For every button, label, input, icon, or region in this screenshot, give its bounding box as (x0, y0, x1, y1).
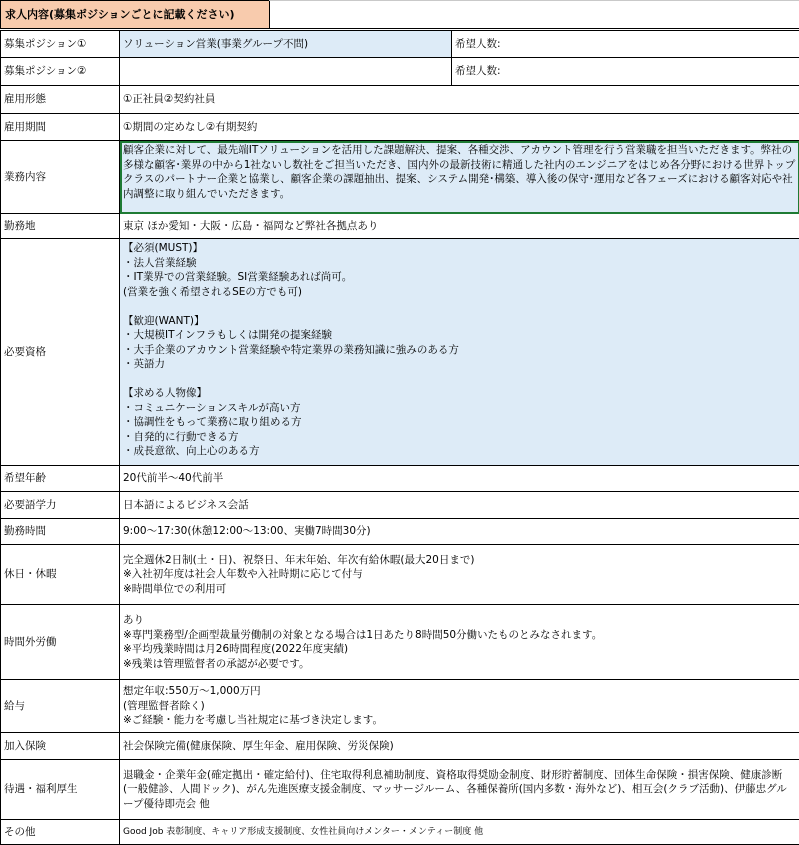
table-row (1, 114, 799, 141)
salary-value[interactable]: 想定年収:550万〜1,000万円 (管理監督者除く) ※ご経験・能力を考慮し当社規定に基づき決定します。 (120, 680, 799, 733)
pos1-value-cell[interactable]: ソリューション営業(事業グループ不問) (120, 31, 452, 58)
other-value[interactable]: Good Job 表彰制度、キャリア形成支援制度、女性社員向けメンター・メンティー制度 他 (120, 820, 799, 845)
language-value[interactable]: 日本語によるビジネス会話 (120, 492, 799, 519)
table-row (1, 733, 799, 760)
table-row (1, 214, 799, 239)
table-row (1, 141, 799, 214)
benefits-label: 待遇・福利厚生 (1, 760, 120, 820)
sheet-title: 求人内容(募集ポジションごとに記載ください) (0, 0, 270, 29)
table-row (1, 605, 799, 680)
table-row (1, 31, 799, 58)
employment-type-value[interactable]: ①正社員②契約社員 (120, 86, 799, 114)
duties-label: 業務内容 (1, 141, 120, 214)
requirements-value[interactable]: 【必須(MUST)】 ・法人営業経験 ・IT業界での営業経験。SI営業経験あれば尚可。 (営業を強く希望されるSEの方でも可) 【歓迎(WANT)】 ・大規模ITインフラもしくは開発の提案経験 ・大手企業のアカウント営業経験や特定業界の業務知識に強みのある方 ・英語力 【求める人物像】 ・コミュニケーションスキルが高い方 ・協調性をもって業務に取り組める方 ・自発的に行動できる方 ・成長意欲、向上心のある方 (120, 239, 799, 466)
pos1-label: 募集ポジション① (1, 31, 120, 58)
overtime-value[interactable]: あり ※専門業務型/企画型裁量労働制の対象となる場合は1日あたり8時間50分働いたものとみなされます。 ※平均残業時間は月26時間程度(2022年度実績) ※残業は管理監督者の承認が必要です。 (120, 605, 799, 680)
age-value[interactable]: 20代前半〜40代前半 (120, 466, 799, 492)
employment-type-label: 雇用形態 (1, 86, 120, 114)
age-label: 希望年齢 (1, 466, 120, 492)
pos2-value-cell[interactable] (120, 58, 452, 86)
table-row (1, 466, 799, 492)
table-row (1, 492, 799, 519)
hours-label: 勤務時間 (1, 519, 120, 545)
benefits-value[interactable]: 退職金・企業年金(確定拠出・確定給付)、住宅取得利息補助制度、資格取得奨励金制度、財形貯蓄制度、団体生命保険・損害保険、健康診断(一般健診、人間ドック)、がん先進医療支援金制度、マッサージルーム、各種保養所(国内多数・海外など)、相互会(クラブ活動)、伊藤忠グループ優待即売会 他 (120, 760, 799, 820)
employment-period-value[interactable]: ①期間の定めなし②有期契約 (120, 114, 799, 141)
table-row (1, 58, 799, 86)
title-bar (0, 0, 799, 29)
other-label: その他 (1, 820, 120, 845)
pos1-count-cell[interactable] (452, 31, 799, 58)
overtime-label: 時間外労働 (1, 605, 120, 680)
table-row (1, 239, 799, 466)
hours-value[interactable]: 9:00〜17:30(休憩12:00〜13:00、実働7時間30分) (120, 519, 799, 545)
employment-period-label: 雇用期間 (1, 114, 120, 141)
table-row (1, 86, 799, 114)
duties-value[interactable]: 顧客企業に対して、最先端ITソリューションを活用した課題解決、提案、各種交渉、アカウント管理を行う営業職を担当いただきます。弊社の多様な顧客･業界の中から1社ないし数社をご担当いただき、国内外の最新技術に精通した社内のエンジニアをはじめ各分野における世界トップクラスのパートナー企業と協業し、顧客企業の課題抽出、提案、システム開発･構築、導入後の保守･運用など各フェーズにおける顧客対応や社内調整に取り組んでいただきます。 (120, 141, 799, 214)
pos2-count-cell[interactable] (452, 58, 799, 86)
table-row (1, 545, 799, 605)
pos2-label: 募集ポジション② (1, 58, 120, 86)
table-row (1, 680, 799, 733)
holidays-label: 休日・休暇 (1, 545, 120, 605)
pos2-count-label: 希望人数: (455, 65, 501, 77)
holidays-value[interactable]: 完全週休2日制(土・日)、祝祭日、年末年始、年次有給休暇(最大20日まで) ※入社初年度は社会人年数や入社時期に応じて付与 ※時間単位での利用可 (120, 545, 799, 605)
location-value[interactable]: 東京 ほか愛知・大阪・広島・福岡など弊社各拠点あり (120, 214, 799, 239)
job-details-table (0, 30, 799, 845)
pos1-count-label: 希望人数: (455, 38, 501, 50)
insurance-value[interactable]: 社会保険完備(健康保険、厚生年金、雇用保険、労災保険) (120, 733, 799, 760)
insurance-label: 加入保険 (1, 733, 120, 760)
requirements-label: 必要資格 (1, 239, 120, 466)
table-row (1, 820, 799, 845)
table-row (1, 519, 799, 545)
table-row (1, 760, 799, 820)
location-label: 勤務地 (1, 214, 120, 239)
title-empty-cell (269, 0, 799, 29)
salary-label: 給与 (1, 680, 120, 733)
language-label: 必要語学力 (1, 492, 120, 519)
